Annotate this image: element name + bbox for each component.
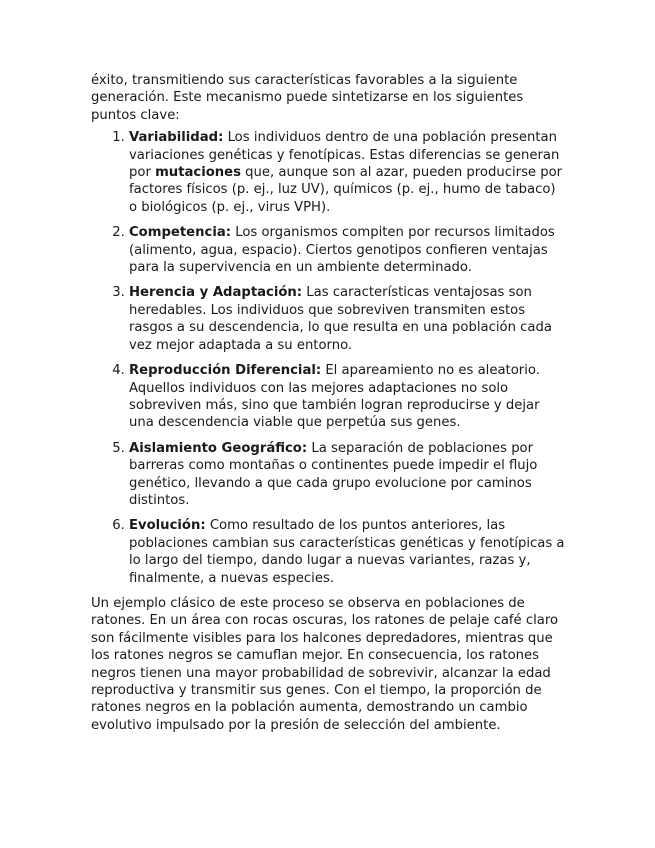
list-item-evolucion — [129, 517, 566, 587]
item-text: Las características ventajosas son heredables. Los individuos que sobreviven transmiten estos rasgos a su descendencia, lo que resulta en una población cada vez mejor adaptada a su entorno. — [129, 285, 552, 353]
term-label: Competencia: — [129, 225, 232, 241]
term-label: Evolución: — [129, 518, 206, 534]
item-text: que, aunque son al azar, pueden producirse por factores físicos (p. ej., luz UV), químicos (p. ej., humo de tabaco) o biológicos (p. ej., virus VPH). — [129, 165, 563, 215]
list-item-variabilidad — [129, 129, 566, 216]
item-text: El apareamiento no es aleatorio. Aquellos individuos con las mejores adaptaciones no solo sobreviven más, sino que también logran reproducirse y dejar una descendencia viable que perpetúa sus genes. — [129, 363, 540, 431]
list-item-aislamiento — [129, 440, 566, 510]
term-label: Aislamiento Geográfico: — [129, 440, 308, 456]
key-points-list — [91, 129, 566, 587]
intro-paragraph: éxito, transmitiendo sus características favorables a la siguiente generación. Este mecanismo puede sintetizarse en los siguientes puntos clave: — [91, 73, 524, 123]
term-label: Herencia y Adaptación: — [129, 285, 303, 301]
conclusion-paragraph: Un ejemplo clásico de este proceso se observa en poblaciones de ratones. En un área con rocas oscuras, los ratones de pelaje café claro son fácilmente visibles para los halcones depredadores, mientras que los ratones negros se camuflan mejor. En consecuencia, los ratones negros tienen una mayor probabilidad de sobrevivir, alcanzar la edad reproductiva y transmitir sus genes. Con el tiempo, la proporción de ratones negros en la población aumenta, demostrando un cambio evolutivo impulsado por la presión de selección del ambiente. — [91, 595, 559, 733]
document-page — [91, 72, 566, 734]
item-text: Los individuos dentro de una población presentan variaciones genéticas y fenotípicas. Estas diferencias se generan por — [129, 130, 560, 181]
emphasis-term: mutaciones — [155, 165, 241, 181]
item-text: Como resultado de los puntos anteriores, las poblaciones cambian sus características genéticas y fenotípicas a lo largo del tiempo, dando lugar a nuevas variantes, razas y, finalmente, a nuevas especies. — [129, 518, 565, 586]
item-text: La separación de poblaciones por barreras como montañas o continentes puede impedir el flujo genético, llevando a que cada grupo evolucione por caminos distintos. — [129, 440, 538, 508]
item-text: Los organismos compiten por recursos limitados (alimento, agua, espacio). Ciertos genotipos confieren ventajas para la supervivencia en un ambiente determinado. — [129, 225, 555, 276]
term-label: Variabilidad: — [129, 130, 224, 146]
list-item-herencia — [129, 284, 566, 354]
list-item-competencia — [129, 224, 566, 276]
term-label: Reproducción Diferencial: — [129, 363, 322, 379]
list-item-reproduccion — [129, 362, 566, 432]
